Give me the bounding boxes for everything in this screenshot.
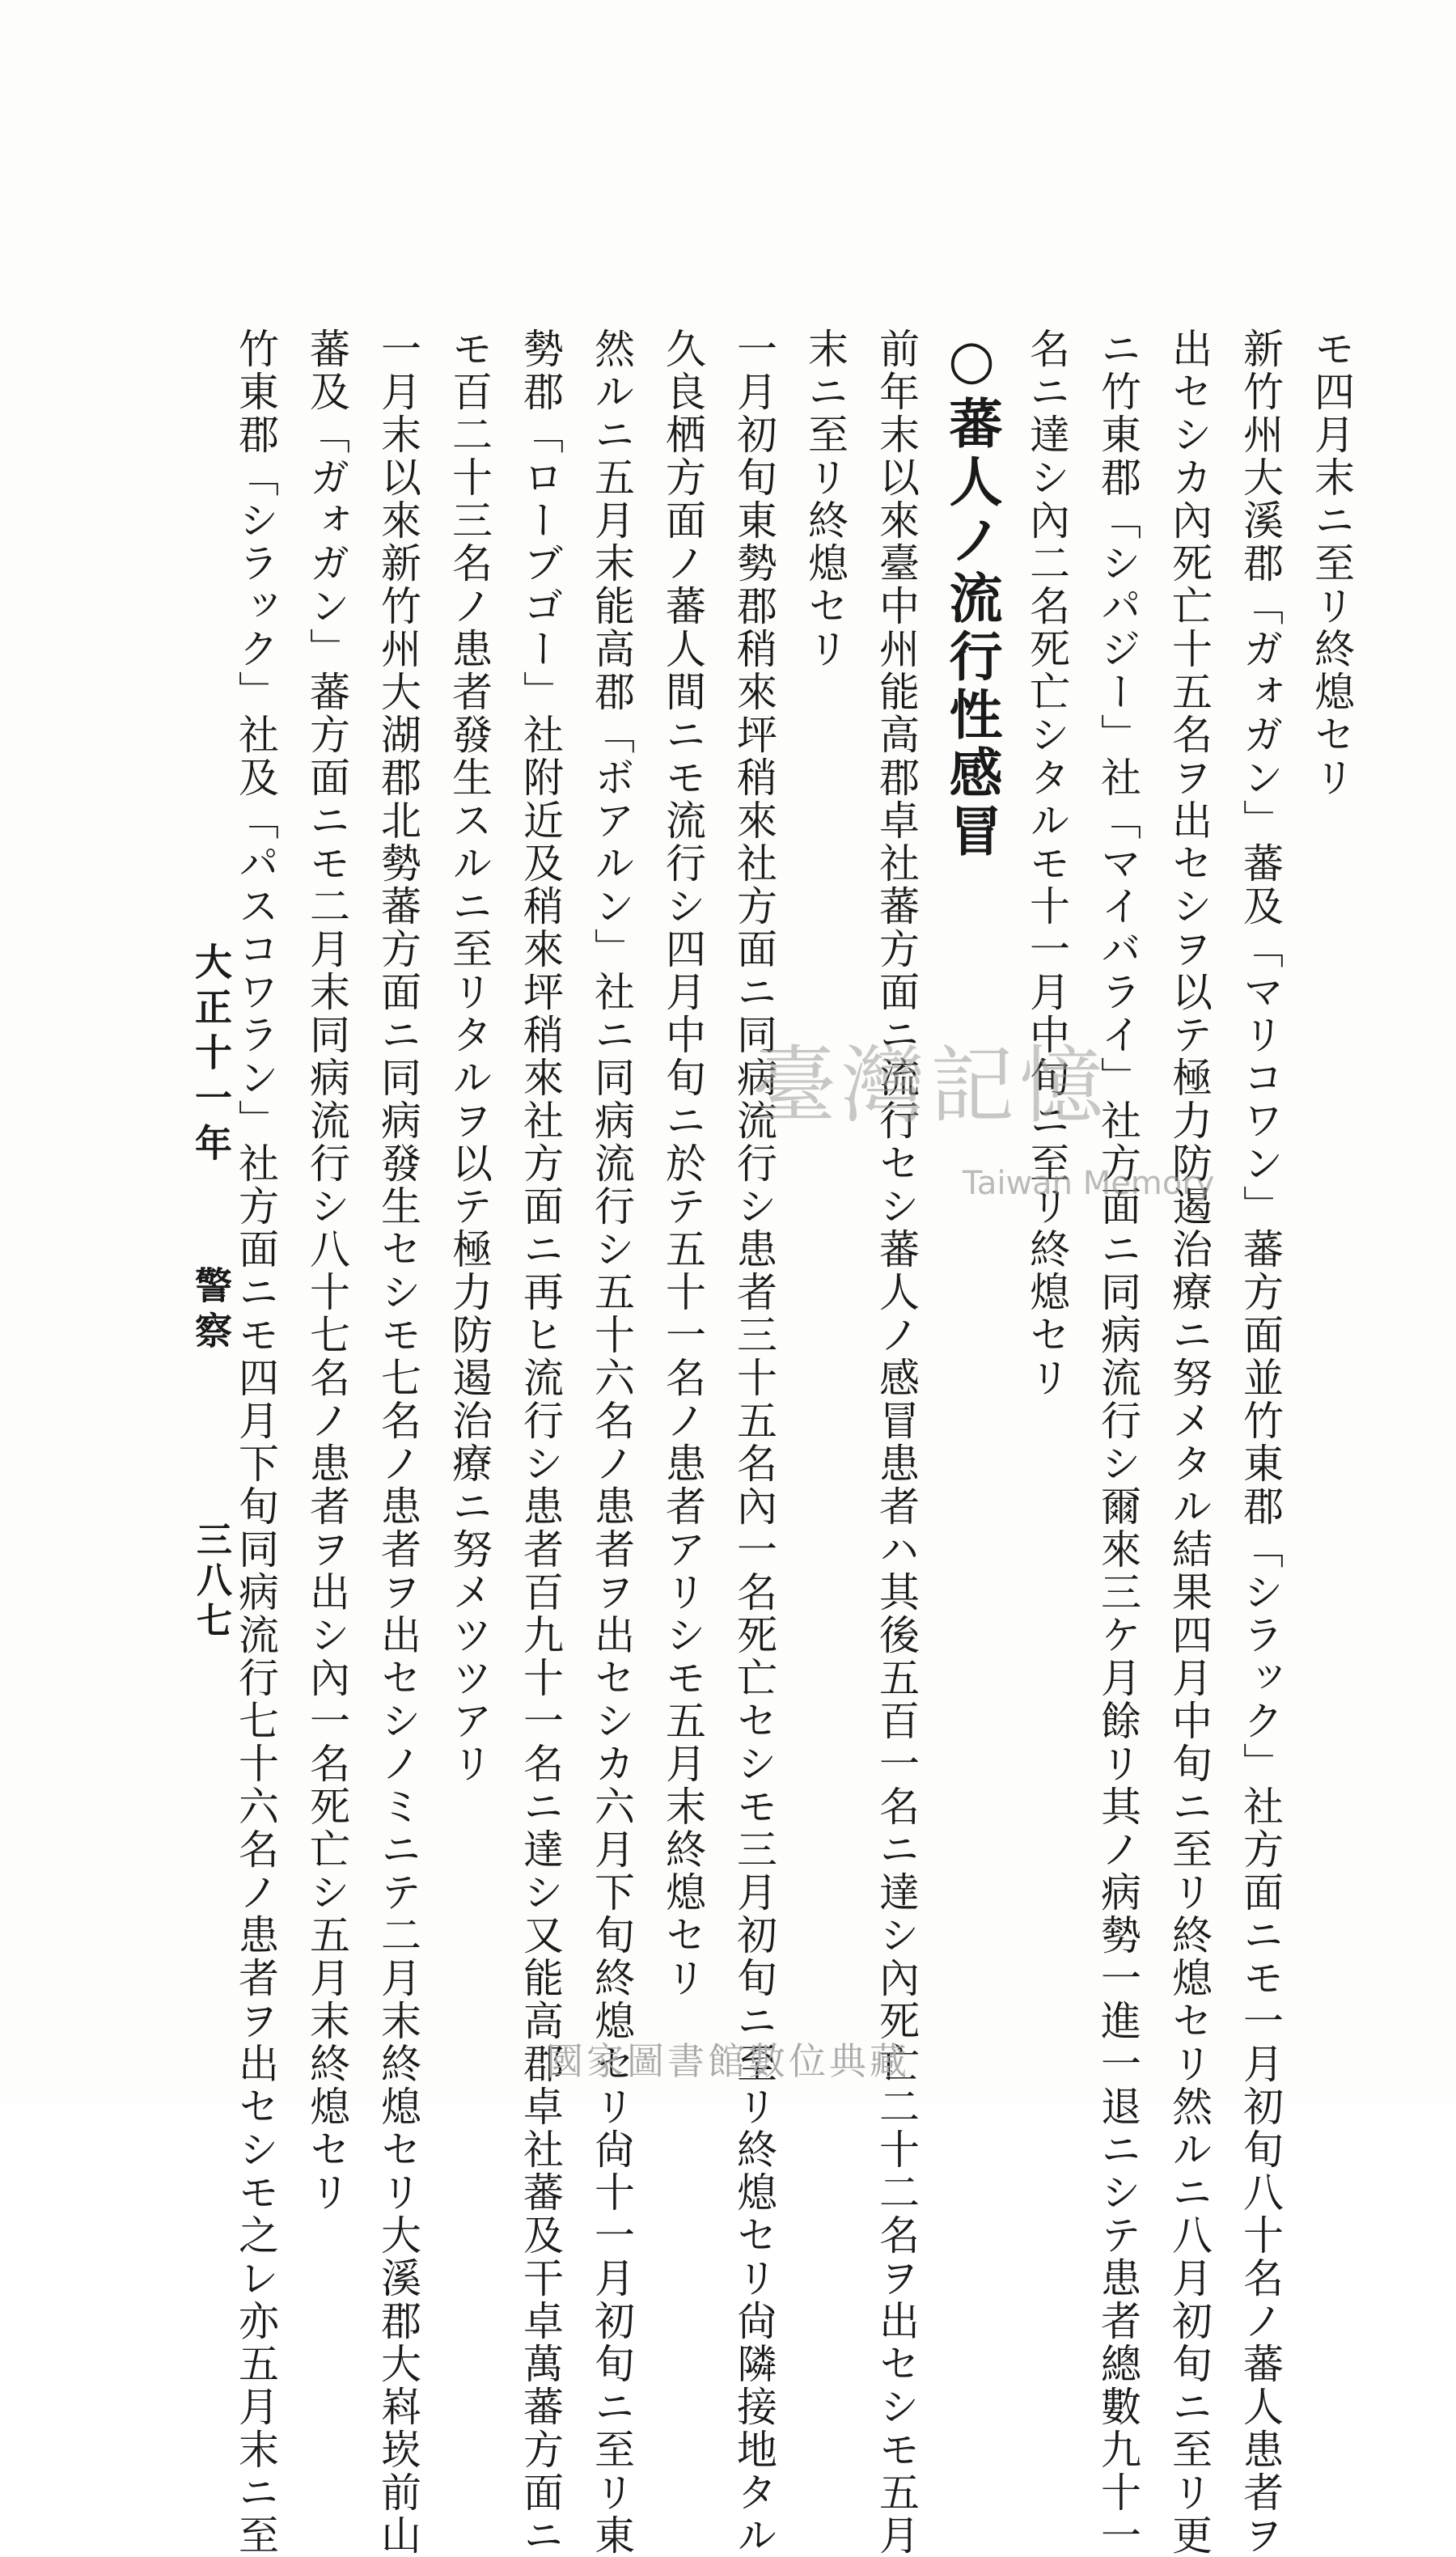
- text-line: ニ竹東郡「シパジー」社「マイバライ」社方面ニ同病流行シ爾來三ケ月餘リ其ノ病勢一進一退ニシテ患者總數九十一: [1094, 328, 1141, 2557]
- text-line: 蕃及「ガォガン」蕃方面ニモ二月末同病流行シ八十七名ノ患者ヲ出シ內一名死亡シ五月末終熄セリ: [303, 328, 350, 2214]
- section-heading: ○蕃人ノ流行性感冒: [940, 328, 1003, 862]
- text-line: 出セシカ內死亡十五名ヲ出セシヲ以テ極力防遏治療ニ努メタル結果四月中旬ニ至リ終熄セリ然ルニ八月初旬ニ至リ更: [1166, 328, 1213, 2557]
- text-line: 新竹州大溪郡「ガォガン」蕃及「マリコワン」蕃方面並竹東郡「シラック」社方面ニモ一月初旬八十名ノ蕃人患者ヲ: [1237, 328, 1284, 2557]
- text-line: 一月初旬東勢郡稍來坪稍來社方面ニ同病流行シ患者三十五名內一名死亡セシモ三月初旬ニ至リ終熄セリ尙隣接地タル: [730, 328, 777, 2557]
- running-title-year: 大正十一年: [189, 942, 233, 1169]
- text-line: 然ルニ五月末能高郡「ボアルン」社ニ同病流行シ五十六名ノ患者ヲ出セシカ六月下旬終熄セリ尙十一月初旬ニ至リ東: [588, 328, 635, 2557]
- text-line: モ百二十三名ノ患者發生スルニ至リタルヲ以テ極力防遏治療ニ努メツツアリ: [446, 328, 493, 1785]
- text-line: 竹東郡「シラック」社及「パスコワラン」社方面ニモ四月下旬同病流行七十六名ノ患者ヲ出セシモ之レ亦五月末ニ至: [232, 328, 279, 2557]
- text-line: 一月末以來新竹州大湖郡北勢蕃方面ニ同病發生セシモ七名ノ患者ヲ出セシノミニテ二月末終熄セリ大溪郡大嵙崁前山: [375, 328, 421, 2557]
- text-line: 久良栖方面ノ蕃人間ニモ流行シ四月中旬ニ於テ五十一名ノ患者アリシモ五月末終熄セリ: [659, 328, 706, 2000]
- watermark-subtext: Taiwan Memory: [963, 1165, 1215, 1202]
- text-line: 末ニ至リ終熄セリ: [802, 328, 849, 671]
- footer-caption: 國家圖書館數位典藏: [546, 2039, 910, 2083]
- running-title-section: 警察: [189, 1266, 233, 1357]
- text-line: 勢郡「ローブゴー」社附近及稍來坪稍來社方面ニ再ヒ流行シ患者百九十一名ニ達シ又能高郡卓社蕃及干卓萬蕃方面ニ: [517, 328, 564, 2557]
- text-line: モ四月末ニ至リ終熄セリ: [1308, 328, 1355, 799]
- text-line: 前年末以來臺中州能高郡卓社蕃方面ニ流行セシ蕃人ノ感冒患者ハ其後五百一名ニ達シ內死亡二十二名ヲ出セシモ五月: [873, 328, 920, 2557]
- text-line: 名ニ達シ內二名死亡シタルモ十一月中旬ニ至リ終熄セリ: [1023, 328, 1070, 1399]
- watermark-logo: 臺灣記憶: [752, 1036, 1109, 1135]
- page-number: 三八七: [190, 1521, 231, 1642]
- running-title: [184, 942, 238, 1357]
